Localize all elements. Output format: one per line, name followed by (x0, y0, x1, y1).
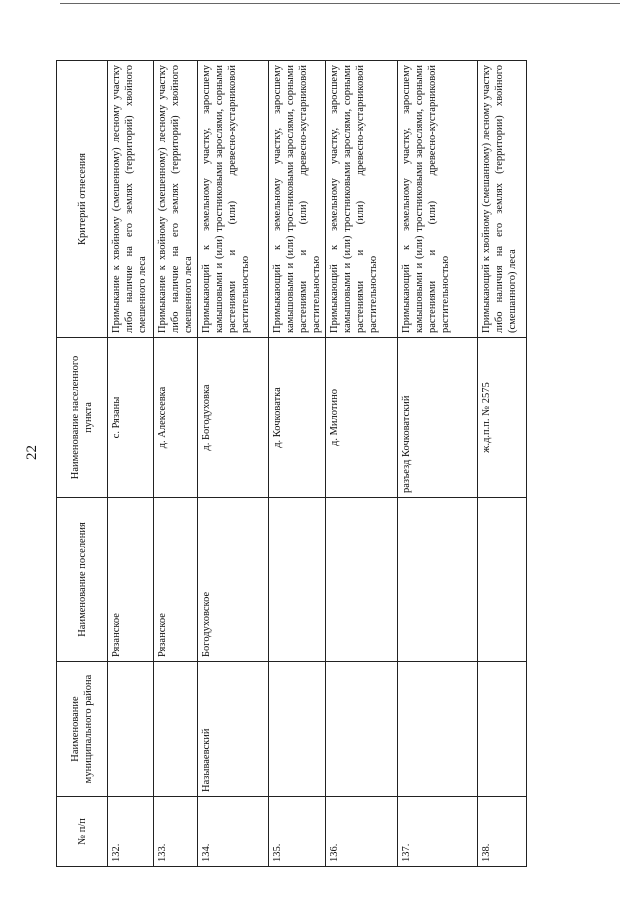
top-rule (60, 3, 620, 4)
table-row (108, 61, 154, 867)
cell-criterion: Примыкание к хвойному (смешенному) лесному участку либо наличие на его землях (территорий) хвойного смешенного леса (154, 61, 198, 338)
page-number (0, 440, 40, 464)
cell-criterion: Примыкание к хвойному (смешенному) лесному участку либо наличие на его землях (территорий) хвойного смешенного леса (108, 61, 154, 338)
table-row (269, 61, 326, 867)
cell-district (326, 662, 398, 797)
cell-locality: д. Кочковатка (269, 338, 326, 498)
rotated-table-container (56, 61, 602, 867)
cell-num: 133. (154, 797, 198, 867)
cell-district (269, 662, 326, 797)
cell-district (108, 662, 154, 797)
cell-settlement: Рязанское (108, 498, 154, 662)
header-settlement: Наименование поселения (57, 498, 108, 662)
page-number-text: 22 (24, 444, 40, 460)
table-row (478, 61, 527, 867)
cell-locality: разъезд Кочковатский (398, 338, 478, 498)
cell-district (154, 662, 198, 797)
cell-num: 136. (326, 797, 398, 867)
cell-criterion: Примыкающий к земельному участку, заросшему камышовыми и (или) тростниковыми зарослями, сорными растениями и (или) древесно-кустарниковой растительностью (326, 61, 398, 338)
cell-settlement (269, 498, 326, 662)
cell-num: 132. (108, 797, 154, 867)
cell-locality: с. Рязаны (108, 338, 154, 498)
table-row (398, 61, 478, 867)
cell-settlement (478, 498, 527, 662)
table-header-row (57, 61, 108, 867)
header-locality: Наименование населенного пункта (57, 338, 108, 498)
cell-criterion: Примыкающий к земельному участку, заросшему камышовыми и (или) тростниковыми зарослями, сорными растениями и (или) древесно-кустарниковой растительностью (398, 61, 478, 338)
cell-num: 135. (269, 797, 326, 867)
cell-settlement: Богодуховское (198, 498, 269, 662)
cell-criterion: Примыкающий к земельному участку, заросшему камышовыми и (или) тростниковыми зарослями, сорными растениями и (или) древесно-кустарниковой растительностью (269, 61, 326, 338)
cell-locality: ж.д.п.п. № 2575 (478, 338, 527, 498)
cell-criterion: Примыкающий к хвойному (смешанному) лесному участку либо наличия на его землях (территории) хвойного (смешанного) леса (478, 61, 527, 338)
criteria-table (56, 60, 527, 867)
cell-district (478, 662, 527, 797)
header-criterion: Критерий отнесения (57, 61, 108, 338)
cell-num: 138. (478, 797, 527, 867)
cell-settlement (326, 498, 398, 662)
cell-num: 137. (398, 797, 478, 867)
cell-locality: д. Милотино (326, 338, 398, 498)
table-row (154, 61, 198, 867)
table-row (198, 61, 269, 867)
cell-locality: д. Алексеевка (154, 338, 198, 498)
header-district: Наименование муниципального района (57, 662, 108, 797)
cell-settlement: Рязанское (154, 498, 198, 662)
cell-district (398, 662, 478, 797)
cell-district: Называевский (198, 662, 269, 797)
cell-num: 134. (198, 797, 269, 867)
cell-settlement (398, 498, 478, 662)
table-row (326, 61, 398, 867)
cell-criterion: Примыкающий к земельному участку, заросшему камышовыми и (или) тростниковыми зарослями, сорными растениями и (или) древесно-кустарниковой растительностью (198, 61, 269, 338)
header-num: № п/п (57, 797, 108, 867)
cell-locality: д. Богодуховка (198, 338, 269, 498)
